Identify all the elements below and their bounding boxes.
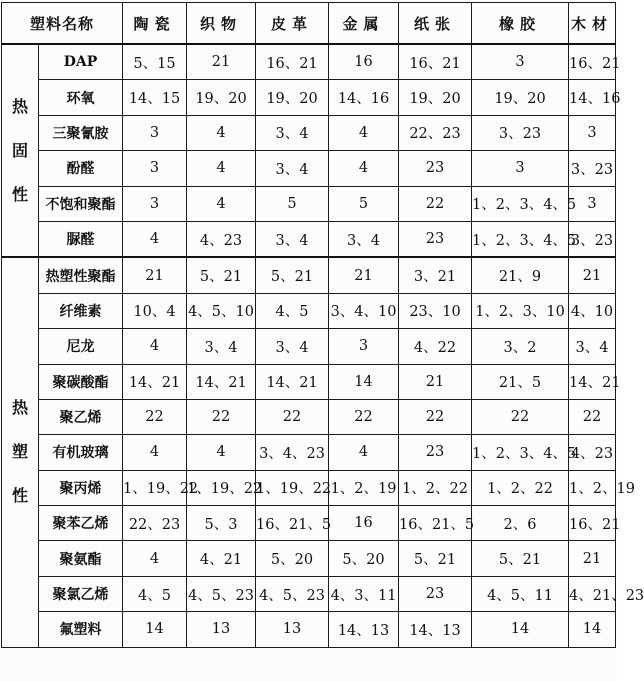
value-cell: 13 bbox=[256, 612, 329, 647]
value-cell: 16、21 bbox=[256, 44, 329, 80]
value-cell: 23 bbox=[399, 435, 472, 470]
value-cell: 4 bbox=[123, 329, 187, 364]
table-row bbox=[2, 257, 616, 293]
value-cell: 14、16 bbox=[569, 80, 616, 115]
value-cell: 4 bbox=[329, 435, 399, 470]
material-name: DAP bbox=[39, 44, 123, 80]
group-label-char: 热 bbox=[11, 96, 28, 116]
value-cell: 5 bbox=[256, 186, 329, 221]
value-cell: 4 bbox=[123, 541, 187, 576]
value-cell: 3 bbox=[123, 151, 187, 186]
value-cell: 4、21 bbox=[187, 541, 256, 576]
table-row bbox=[2, 435, 616, 470]
value-cell: 19、20 bbox=[256, 80, 329, 115]
material-name: 氟塑料 bbox=[39, 612, 123, 647]
value-cell: 14 bbox=[472, 612, 569, 647]
value-cell: 5、15 bbox=[123, 44, 187, 80]
value-cell: 3 bbox=[472, 151, 569, 186]
value-cell: 21 bbox=[329, 257, 399, 293]
value-cell: 3、23 bbox=[472, 115, 569, 150]
material-name: 聚丙烯 bbox=[39, 470, 123, 505]
value-cell: 22 bbox=[569, 399, 616, 434]
value-cell: 3 bbox=[569, 186, 616, 221]
value-cell: 5、3 bbox=[187, 506, 256, 541]
group-label-char: 塑 bbox=[11, 442, 28, 462]
material-name: 有机玻璃 bbox=[39, 435, 123, 470]
value-cell: 16、21 bbox=[569, 506, 616, 541]
group-label-char: 性 bbox=[11, 184, 28, 204]
table-row bbox=[2, 151, 616, 186]
value-cell: 21 bbox=[123, 257, 187, 293]
value-cell: 1、2、3、10 bbox=[472, 293, 569, 328]
value-cell: 3、23 bbox=[569, 151, 616, 186]
table-row bbox=[2, 329, 616, 364]
value-cell: 1、2、3、4、5 bbox=[472, 435, 569, 470]
material-name: 聚氯乙烯 bbox=[39, 576, 123, 611]
value-cell: 3、4 bbox=[329, 221, 399, 257]
table-row bbox=[2, 221, 616, 257]
value-cell: 4、5、11 bbox=[472, 576, 569, 611]
header-col-ceramic: 陶瓷 bbox=[123, 3, 187, 45]
value-cell: 5、20 bbox=[256, 541, 329, 576]
value-cell: 1、19、22 bbox=[123, 470, 187, 505]
value-cell: 3 bbox=[123, 186, 187, 221]
value-cell: 21 bbox=[187, 44, 256, 80]
value-cell: 4、23 bbox=[187, 221, 256, 257]
table-row bbox=[2, 470, 616, 505]
value-cell: 14、21 bbox=[123, 364, 187, 399]
value-cell: 14、13 bbox=[329, 612, 399, 647]
value-cell: 1、2、19 bbox=[329, 470, 399, 505]
value-cell: 4、10 bbox=[569, 293, 616, 328]
value-cell: 21 bbox=[569, 541, 616, 576]
value-cell: 3、4 bbox=[256, 329, 329, 364]
value-cell: 1、2、3、4、5 bbox=[472, 221, 569, 257]
header-col-rubber: 橡胶 bbox=[472, 3, 569, 45]
value-cell: 5、20 bbox=[329, 541, 399, 576]
value-cell: 1、2、22 bbox=[472, 470, 569, 505]
value-cell: 22 bbox=[399, 186, 472, 221]
value-cell: 4、3、11 bbox=[329, 576, 399, 611]
value-cell: 23、10 bbox=[399, 293, 472, 328]
group-label bbox=[2, 257, 39, 647]
value-cell: 14、15 bbox=[123, 80, 187, 115]
table-row bbox=[2, 506, 616, 541]
value-cell: 19、20 bbox=[187, 80, 256, 115]
group-label-char: 性 bbox=[11, 486, 28, 506]
value-cell: 4 bbox=[187, 151, 256, 186]
table-row bbox=[2, 399, 616, 434]
value-cell: 4、5 bbox=[256, 293, 329, 328]
value-cell: 3、4、23 bbox=[256, 435, 329, 470]
value-cell: 5、21 bbox=[187, 257, 256, 293]
value-cell: 22、23 bbox=[399, 115, 472, 150]
material-name: 不饱和聚酯 bbox=[39, 186, 123, 221]
value-cell: 4、5、23 bbox=[256, 576, 329, 611]
value-cell: 16、21、5 bbox=[256, 506, 329, 541]
value-cell: 5、21 bbox=[399, 541, 472, 576]
table-row bbox=[2, 115, 616, 150]
value-cell: 23 bbox=[399, 151, 472, 186]
value-cell: 1、2、19 bbox=[569, 470, 616, 505]
table-row bbox=[2, 186, 616, 221]
table-row bbox=[2, 364, 616, 399]
group-label-char: 固 bbox=[11, 140, 28, 160]
value-cell: 3 bbox=[472, 44, 569, 80]
value-cell: 1、2、3、4、5 bbox=[472, 186, 569, 221]
value-cell: 13 bbox=[187, 612, 256, 647]
value-cell: 14、21 bbox=[187, 364, 256, 399]
value-cell: 3、4 bbox=[256, 115, 329, 150]
value-cell: 3、21 bbox=[399, 257, 472, 293]
table-row bbox=[2, 80, 616, 115]
group-label-char: 热 bbox=[11, 398, 28, 418]
value-cell: 2、6 bbox=[472, 506, 569, 541]
value-cell: 19、20 bbox=[472, 80, 569, 115]
value-cell: 22 bbox=[329, 399, 399, 434]
header-col-paper: 纸张 bbox=[399, 3, 472, 45]
value-cell: 22、23 bbox=[123, 506, 187, 541]
header-col-metal: 金属 bbox=[329, 3, 399, 45]
value-cell: 5 bbox=[329, 186, 399, 221]
material-name: 环氧 bbox=[39, 80, 123, 115]
table-row bbox=[2, 576, 616, 611]
value-cell: 21 bbox=[399, 364, 472, 399]
value-cell: 23 bbox=[399, 221, 472, 257]
value-cell: 16、21 bbox=[569, 44, 616, 80]
material-name: 纤维素 bbox=[39, 293, 123, 328]
value-cell: 16 bbox=[329, 506, 399, 541]
value-cell: 3、23 bbox=[569, 221, 616, 257]
group-label bbox=[2, 44, 39, 257]
value-cell: 4 bbox=[329, 115, 399, 150]
value-cell: 14、13 bbox=[399, 612, 472, 647]
value-cell: 3、4 bbox=[256, 221, 329, 257]
value-cell: 22 bbox=[472, 399, 569, 434]
material-name: 聚氨酯 bbox=[39, 541, 123, 576]
value-cell: 1、19、22 bbox=[187, 470, 256, 505]
value-cell: 4 bbox=[187, 435, 256, 470]
header-row bbox=[2, 3, 616, 45]
value-cell: 19、20 bbox=[399, 80, 472, 115]
value-cell: 10、4 bbox=[123, 293, 187, 328]
value-cell: 1、19、22 bbox=[256, 470, 329, 505]
value-cell: 4、21、23 bbox=[569, 576, 616, 611]
material-name: 脲醛 bbox=[39, 221, 123, 257]
value-cell: 23 bbox=[399, 576, 472, 611]
table-body bbox=[2, 44, 644, 647]
value-cell: 4 bbox=[329, 151, 399, 186]
material-name: 聚碳酸酯 bbox=[39, 364, 123, 399]
value-cell: 14 bbox=[569, 612, 616, 647]
value-cell: 21、9 bbox=[472, 257, 569, 293]
value-cell: 3、4 bbox=[569, 329, 616, 364]
value-cell: 3、4、10 bbox=[329, 293, 399, 328]
material-name: 酚醛 bbox=[39, 151, 123, 186]
material-name: 聚乙烯 bbox=[39, 399, 123, 434]
value-cell: 22 bbox=[123, 399, 187, 434]
value-cell: 14、21 bbox=[256, 364, 329, 399]
material-name: 聚苯乙烯 bbox=[39, 506, 123, 541]
value-cell: 21 bbox=[569, 257, 616, 293]
material-name: 尼龙 bbox=[39, 329, 123, 364]
value-cell: 14、21 bbox=[569, 364, 616, 399]
value-cell: 22 bbox=[187, 399, 256, 434]
header-col-wood: 木材 bbox=[569, 3, 616, 45]
value-cell: 14 bbox=[123, 612, 187, 647]
value-cell: 22 bbox=[256, 399, 329, 434]
value-cell: 3 bbox=[569, 115, 616, 150]
value-cell: 16、21、5 bbox=[399, 506, 472, 541]
value-cell: 14 bbox=[329, 364, 399, 399]
header-plastic-name: 塑料名称 bbox=[2, 3, 123, 45]
value-cell: 5、21 bbox=[472, 541, 569, 576]
value-cell: 14、16 bbox=[329, 80, 399, 115]
value-cell: 3、2 bbox=[472, 329, 569, 364]
header-col-leather: 皮革 bbox=[256, 3, 329, 45]
table-row bbox=[2, 44, 616, 80]
value-cell: 4、23 bbox=[569, 435, 616, 470]
value-cell: 4、5、23 bbox=[187, 576, 256, 611]
value-cell: 4、22 bbox=[399, 329, 472, 364]
value-cell: 4 bbox=[123, 435, 187, 470]
value-cell: 5、21 bbox=[256, 257, 329, 293]
table-row bbox=[2, 541, 616, 576]
value-cell: 3 bbox=[329, 329, 399, 364]
value-cell: 4 bbox=[187, 115, 256, 150]
value-cell: 22 bbox=[399, 399, 472, 434]
value-cell: 16 bbox=[329, 44, 399, 80]
header-col-fabric: 织物 bbox=[187, 3, 256, 45]
value-cell: 16、21 bbox=[399, 44, 472, 80]
value-cell: 4、5、10 bbox=[187, 293, 256, 328]
value-cell: 3、4 bbox=[256, 151, 329, 186]
value-cell: 3 bbox=[123, 115, 187, 150]
value-cell: 4、5 bbox=[123, 576, 187, 611]
material-name: 三聚氰胺 bbox=[39, 115, 123, 150]
table-row bbox=[2, 293, 616, 328]
value-cell: 1、2、22 bbox=[399, 470, 472, 505]
value-cell: 4 bbox=[123, 221, 187, 257]
value-cell: 21、5 bbox=[472, 364, 569, 399]
adhesive-compatibility-table bbox=[1, 2, 644, 648]
material-name: 热塑性聚酯 bbox=[39, 257, 123, 293]
value-cell: 3、4 bbox=[187, 329, 256, 364]
table-row bbox=[2, 612, 616, 647]
value-cell: 4 bbox=[187, 186, 256, 221]
